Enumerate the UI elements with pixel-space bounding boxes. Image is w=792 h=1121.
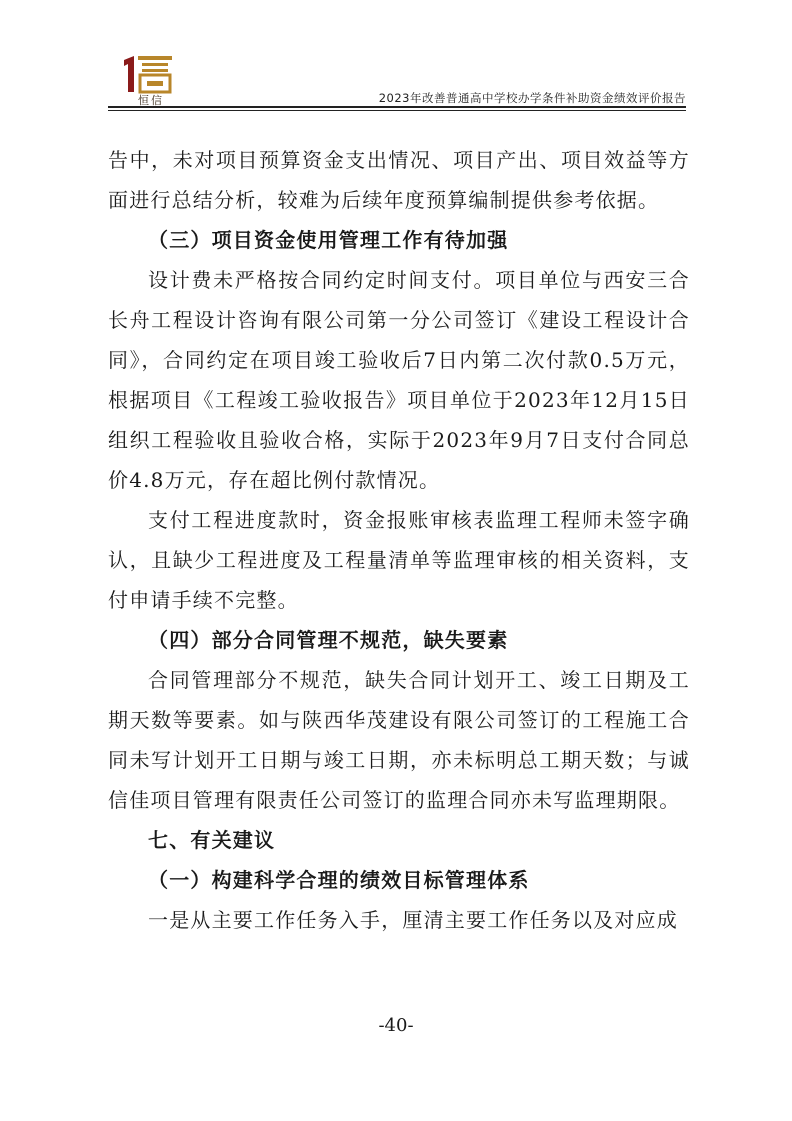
report-title: 2023年改善普通高中学校办学条件补助资金绩效评价报告 <box>378 91 686 105</box>
page-body <box>108 140 690 940</box>
page-header <box>108 48 686 110</box>
section-heading: （三）项目资金使用管理工作有待加强 <box>148 228 509 252</box>
paragraph: 设计费未严格按合同约定时间支付。项目单位与西安三合长舟工程设计咨询有限公司第一分公司签订《建设工程设计合同》，合同约定在项目竣工验收后7日内第二次付款0.5万元，根据项目《工程竣工验收报告》项目单位于2023年12月15日组织工程验收且验收合格，实际于2023年9月7日支付合同总价4.8万元，存在超比例付款情况。 <box>108 268 690 492</box>
header-rule-thin <box>108 110 686 111</box>
chapter-heading: 七、有关建议 <box>148 828 276 852</box>
section-heading: （一）构建科学合理的绩效目标管理体系 <box>148 868 530 892</box>
section-heading: （四）部分合同管理不规范，缺失要素 <box>148 628 509 652</box>
logo-caption: 恒信 <box>138 94 164 107</box>
paragraph: 合同管理部分不规范，缺失合同计划开工、竣工日期及工期天数等要素。如与陕西华茂建设有限公司签订的工程施工合同未写计划开工日期与竣工日期，亦未标明总工期天数；与诚信佳项目管理有限责任公司签订的监理合同亦未写监理期限。 <box>108 668 690 812</box>
paragraph: 一是从主要工作任务入手，厘清主要工作任务以及对应成 <box>148 908 678 932</box>
paragraph: 支付工程进度款时，资金报账审核表监理工程师未签字确认，且缺少工程进度及工程量清单等监理审核的相关资料，支付申请手续不完整。 <box>108 508 690 612</box>
header-rule <box>108 106 686 108</box>
page-number: -40- <box>378 1015 414 1036</box>
paragraph: 告中，未对项目预算资金支出情况、项目产出、项目效益等方面进行总结分析，较难为后续年度预算编制提供参考依据。 <box>108 148 690 212</box>
